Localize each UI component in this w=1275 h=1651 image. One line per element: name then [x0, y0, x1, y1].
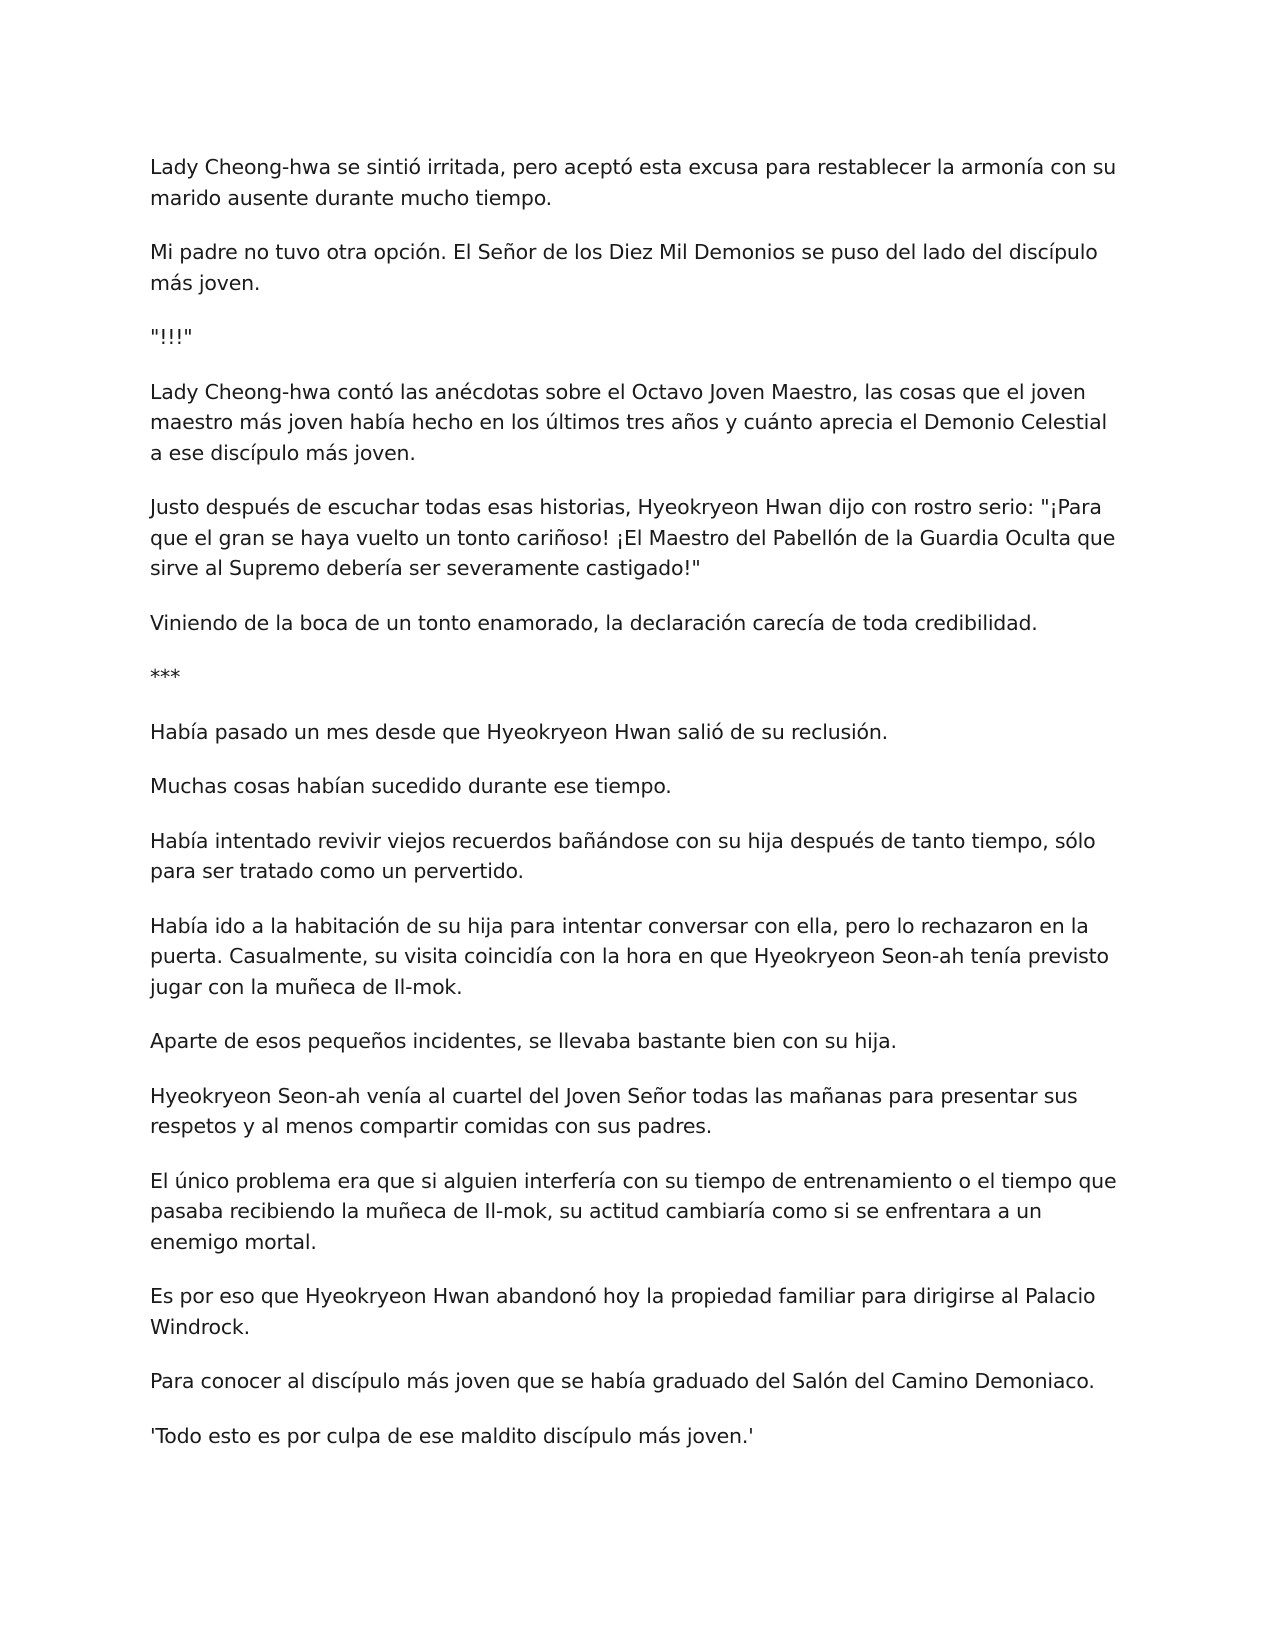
- paragraph: "!!!": [150, 325, 193, 349]
- paragraph: Había intentado revivir viejos recuerdos bañándose con su hija después de tanto tiempo, sólo para ser tratado como un pervertido.: [150, 828, 1096, 883]
- paragraph: Mi padre no tuvo otra opción. El Señor de los Diez Mil Demonios se puso del lado del discípulo más joven.: [150, 240, 1098, 295]
- paragraph: Aparte de esos pequeños incidentes, se llevaba bastante bien con su hija.: [150, 1029, 897, 1053]
- paragraph: El único problema era que si alguien interfería con su tiempo de entrenamiento o el tiempo que pasaba recibiendo la muñeca de Il-mok, su actitud cambiaría como si se enfrentara a un enemigo mortal.: [150, 1168, 1117, 1254]
- paragraph: Para conocer al discípulo más joven que se había graduado del Salón del Camino Demoniaco.: [150, 1369, 1095, 1393]
- paragraph: Muchas cosas habían sucedido durante ese tiempo.: [150, 774, 672, 798]
- paragraph: Es por eso que Hyeokryeon Hwan abandonó hoy la propiedad familiar para dirigirse al Palacio Windrock.: [150, 1284, 1096, 1339]
- paragraph: Lady Cheong-hwa contó las anécdotas sobre el Octavo Joven Maestro, las cosas que el joven maestro más joven había hecho en los últimos tres años y cuánto aprecia el Demonio Celestial a ese discípulo más joven.: [150, 379, 1107, 465]
- paragraph: 'Todo esto es por culpa de ese maldito discípulo más joven.': [150, 1423, 754, 1448]
- paragraph: Había pasado un mes desde que Hyeokryeon Hwan salió de su reclusión.: [150, 719, 888, 744]
- paragraph: Viniendo de la boca de un tonto enamorado, la declaración carecía de toda credibilidad.: [150, 610, 1038, 635]
- paragraph: Lady Cheong-hwa se sintió irritada, pero aceptó esta excusa para restablecer la armonía con su marido ausente durante mucho tiempo.: [150, 155, 1117, 210]
- document-body: [150, 152, 1125, 1475]
- paragraph: Hyeokryeon Seon-ah venía al cuartel del Joven Señor todas las mañanas para presentar sus respetos y al menos compartir comidas con sus padres.: [150, 1083, 1078, 1138]
- scene-break: ***: [150, 665, 181, 689]
- paragraph: Había ido a la habitación de su hija para intentar conversar con ella, pero lo rechazaron en la puerta. Casualmente, su visita coincidía con la hora en que Hyeokryeon Seon-ah tenía previsto jugar con la muñeca de Il-mok.: [150, 913, 1109, 999]
- paragraph: Justo después de escuchar todas esas historias, Hyeokryeon Hwan dijo con rostro serio: "¡Para que el gran se haya vuelto un tonto cariñoso! ¡El Maestro del Pabellón de la Guardia Oculta que sirve al Supremo debería ser severamente castigado!": [150, 495, 1116, 580]
